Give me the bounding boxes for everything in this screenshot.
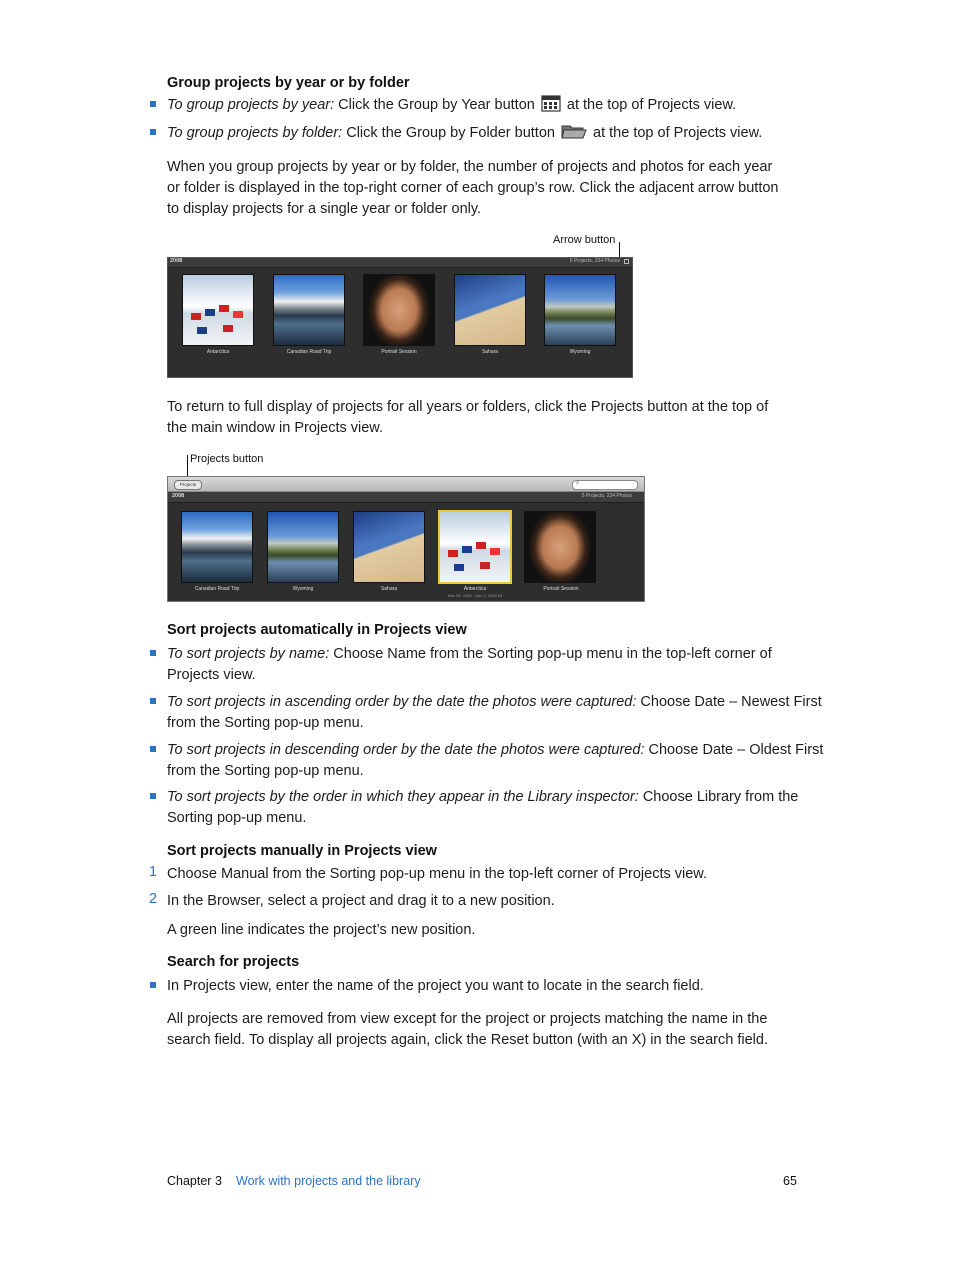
- bullet-marker: [150, 698, 156, 704]
- section-heading-search: Search for projects: [167, 954, 300, 970]
- search-icon: ⌕: [576, 480, 580, 486]
- bullet-lead: To sort projects by name:: [167, 646, 330, 662]
- project-label: Sahara: [481, 349, 499, 355]
- page-number: 65: [783, 1174, 797, 1188]
- project-thumbnail-canadian-road-trip[interactable]: [181, 511, 253, 583]
- section-heading-sort-manual: Sort projects manually in Projects view: [167, 843, 437, 859]
- arrow-button[interactable]: [624, 259, 629, 264]
- section-heading-group: Group projects by year or by folder: [167, 75, 410, 91]
- project-label: Canadian Road Trip: [286, 349, 332, 355]
- bullet-lead: To group projects by year:: [167, 97, 335, 113]
- group-year: 2008: [170, 258, 183, 264]
- step-text: Choose Manual from the Sorting pop-up menu in the top-left corner of Projects view.: [167, 866, 708, 882]
- bullet-marker: [150, 746, 156, 752]
- para-line: When you group projects by year or by folder, the number of projects and photos for each year: [167, 159, 773, 175]
- folder-icon: [561, 123, 587, 140]
- project-date-range: Nov 26, 2008 - Dec 1, 2008 63: [447, 593, 503, 598]
- project-label: Antarctica: [463, 586, 487, 592]
- flag-shape: [454, 564, 464, 571]
- bullet-text-tail: at the top of Projects view.: [593, 125, 763, 141]
- bullet-lead: To sort projects in descending order by the date the photos were captured:: [167, 742, 645, 758]
- callout-projects-button: Projects button: [190, 453, 264, 465]
- para-line: to display projects for a single year or folder only.: [167, 201, 482, 217]
- bullet-sort-descending: [167, 740, 824, 782]
- bullet-marker: [150, 650, 156, 656]
- bullet-marker: [150, 793, 156, 799]
- flag-shape: [223, 325, 233, 332]
- bullet-marker: [150, 129, 156, 135]
- group-year: 2008: [172, 493, 185, 499]
- project-label: Wyoming: [569, 349, 591, 355]
- project-thumbnail-antarctica-selected[interactable]: [438, 510, 512, 584]
- callout-arrow-button: Arrow button: [553, 234, 616, 246]
- project-thumbnail-portrait-session[interactable]: [363, 274, 435, 346]
- step-text: In the Browser, select a project and drag it to a new position.: [167, 893, 555, 909]
- bullet-text: from the Sorting pop-up menu.: [167, 715, 364, 731]
- project-thumbnail-canadian-road-trip[interactable]: [273, 274, 345, 346]
- paragraph-search-info: [167, 1009, 807, 1051]
- step-note: A green line indicates the project’s new position.: [167, 922, 476, 938]
- bullet-search: In Projects view, enter the name of the project you want to locate in the search field.: [167, 978, 704, 994]
- project-label: Wyoming: [292, 586, 314, 592]
- flag-shape: [480, 562, 490, 569]
- bullet-text: Choose Library from the: [642, 789, 799, 805]
- para-line: search field. To display all projects again, click the Reset button (with an X) in the search field.: [167, 1032, 768, 1048]
- bullet-marker: [150, 101, 156, 107]
- footer-chapter: Chapter 3: [167, 1174, 222, 1188]
- project-label: Portrait Session: [543, 586, 579, 592]
- bullet-text: Click the Group by Folder button: [346, 125, 555, 141]
- project-thumbnail-portrait-session[interactable]: [524, 511, 596, 583]
- bullet-marker: [150, 982, 156, 988]
- para-line: the main window in Projects view.: [167, 420, 383, 436]
- para-line: or folder is displayed in the top-right corner of each group’s row. Click the adjacent arrow button: [167, 180, 779, 196]
- footer-chapter-link[interactable]: Work with projects and the library: [236, 1174, 421, 1188]
- bullet-text: Click the Group by Year button: [338, 97, 535, 113]
- project-thumbnail-antarctica[interactable]: [182, 274, 254, 346]
- project-thumbnail-sahara[interactable]: [454, 274, 526, 346]
- bullet-sort-ascending: [167, 692, 822, 734]
- flag-shape: [197, 327, 207, 334]
- project-thumbnail-sahara[interactable]: [353, 511, 425, 583]
- paragraph-return-full-display: [167, 397, 807, 439]
- section-heading-sort-auto: Sort projects automatically in Projects view: [167, 622, 467, 638]
- bullet-group-by-folder: [167, 123, 762, 144]
- paragraph-group-info: [167, 157, 807, 220]
- flag-shape: [462, 546, 472, 553]
- bullet-group-by-year: [167, 95, 736, 116]
- project-thumbnail-wyoming[interactable]: [544, 274, 616, 346]
- project-label: Antarctica: [206, 349, 230, 355]
- flag-shape: [233, 311, 243, 318]
- bullet-text: from the Sorting pop-up menu.: [167, 763, 364, 779]
- bullet-text: Choose Date – Newest First: [640, 694, 822, 710]
- flag-shape: [191, 313, 201, 320]
- bullet-text: Choose Name from the Sorting pop-up menu in the top-left corner of: [333, 646, 772, 662]
- projects-view-grouped-screenshot: [167, 257, 633, 378]
- calendar-icon: [541, 95, 561, 112]
- group-count: 5 Projects, 234 Photos: [569, 258, 620, 264]
- bullet-lead: To sort projects by the order in which they appear in the Library inspector:: [167, 789, 639, 805]
- flag-shape: [490, 548, 500, 555]
- bullet-text: Choose Date – Oldest First: [648, 742, 824, 758]
- bullet-sort-by-name: [167, 644, 807, 686]
- bullet-sort-library: [167, 787, 807, 829]
- projects-button[interactable]: Projects: [174, 480, 202, 490]
- project-label: Portrait Session: [381, 349, 417, 355]
- project-label: Sahara: [380, 586, 398, 592]
- search-field[interactable]: [572, 480, 638, 490]
- group-count: 5 Projects, 234 Photos: [581, 493, 632, 499]
- bullet-text-tail: at the top of Projects view.: [566, 97, 737, 113]
- flag-shape: [476, 542, 486, 549]
- project-thumbnail-wyoming[interactable]: [267, 511, 339, 583]
- step-number: 2: [149, 891, 158, 907]
- flag-shape: [219, 305, 229, 312]
- flag-shape: [205, 309, 215, 316]
- bullet-text: Projects view.: [167, 667, 256, 683]
- group-row-header: [168, 492, 644, 503]
- bullet-text: Sorting pop-up menu.: [167, 810, 307, 826]
- para-line: To return to full display of projects for all years or folders, click the Projects button at the top of: [167, 399, 769, 415]
- flag-shape: [448, 550, 458, 557]
- projects-view-full-screenshot: [167, 476, 645, 602]
- toolbar: [168, 477, 644, 492]
- project-label: Canadian Road Trip: [194, 586, 240, 592]
- step-number: 1: [149, 864, 158, 880]
- para-line: All projects are removed from view except for the project or projects matching the name in the: [167, 1011, 768, 1027]
- group-row-header: [168, 258, 632, 268]
- bullet-lead: To sort projects in ascending order by the date the photos were captured:: [167, 694, 637, 710]
- bullet-lead: To group projects by folder:: [167, 125, 343, 141]
